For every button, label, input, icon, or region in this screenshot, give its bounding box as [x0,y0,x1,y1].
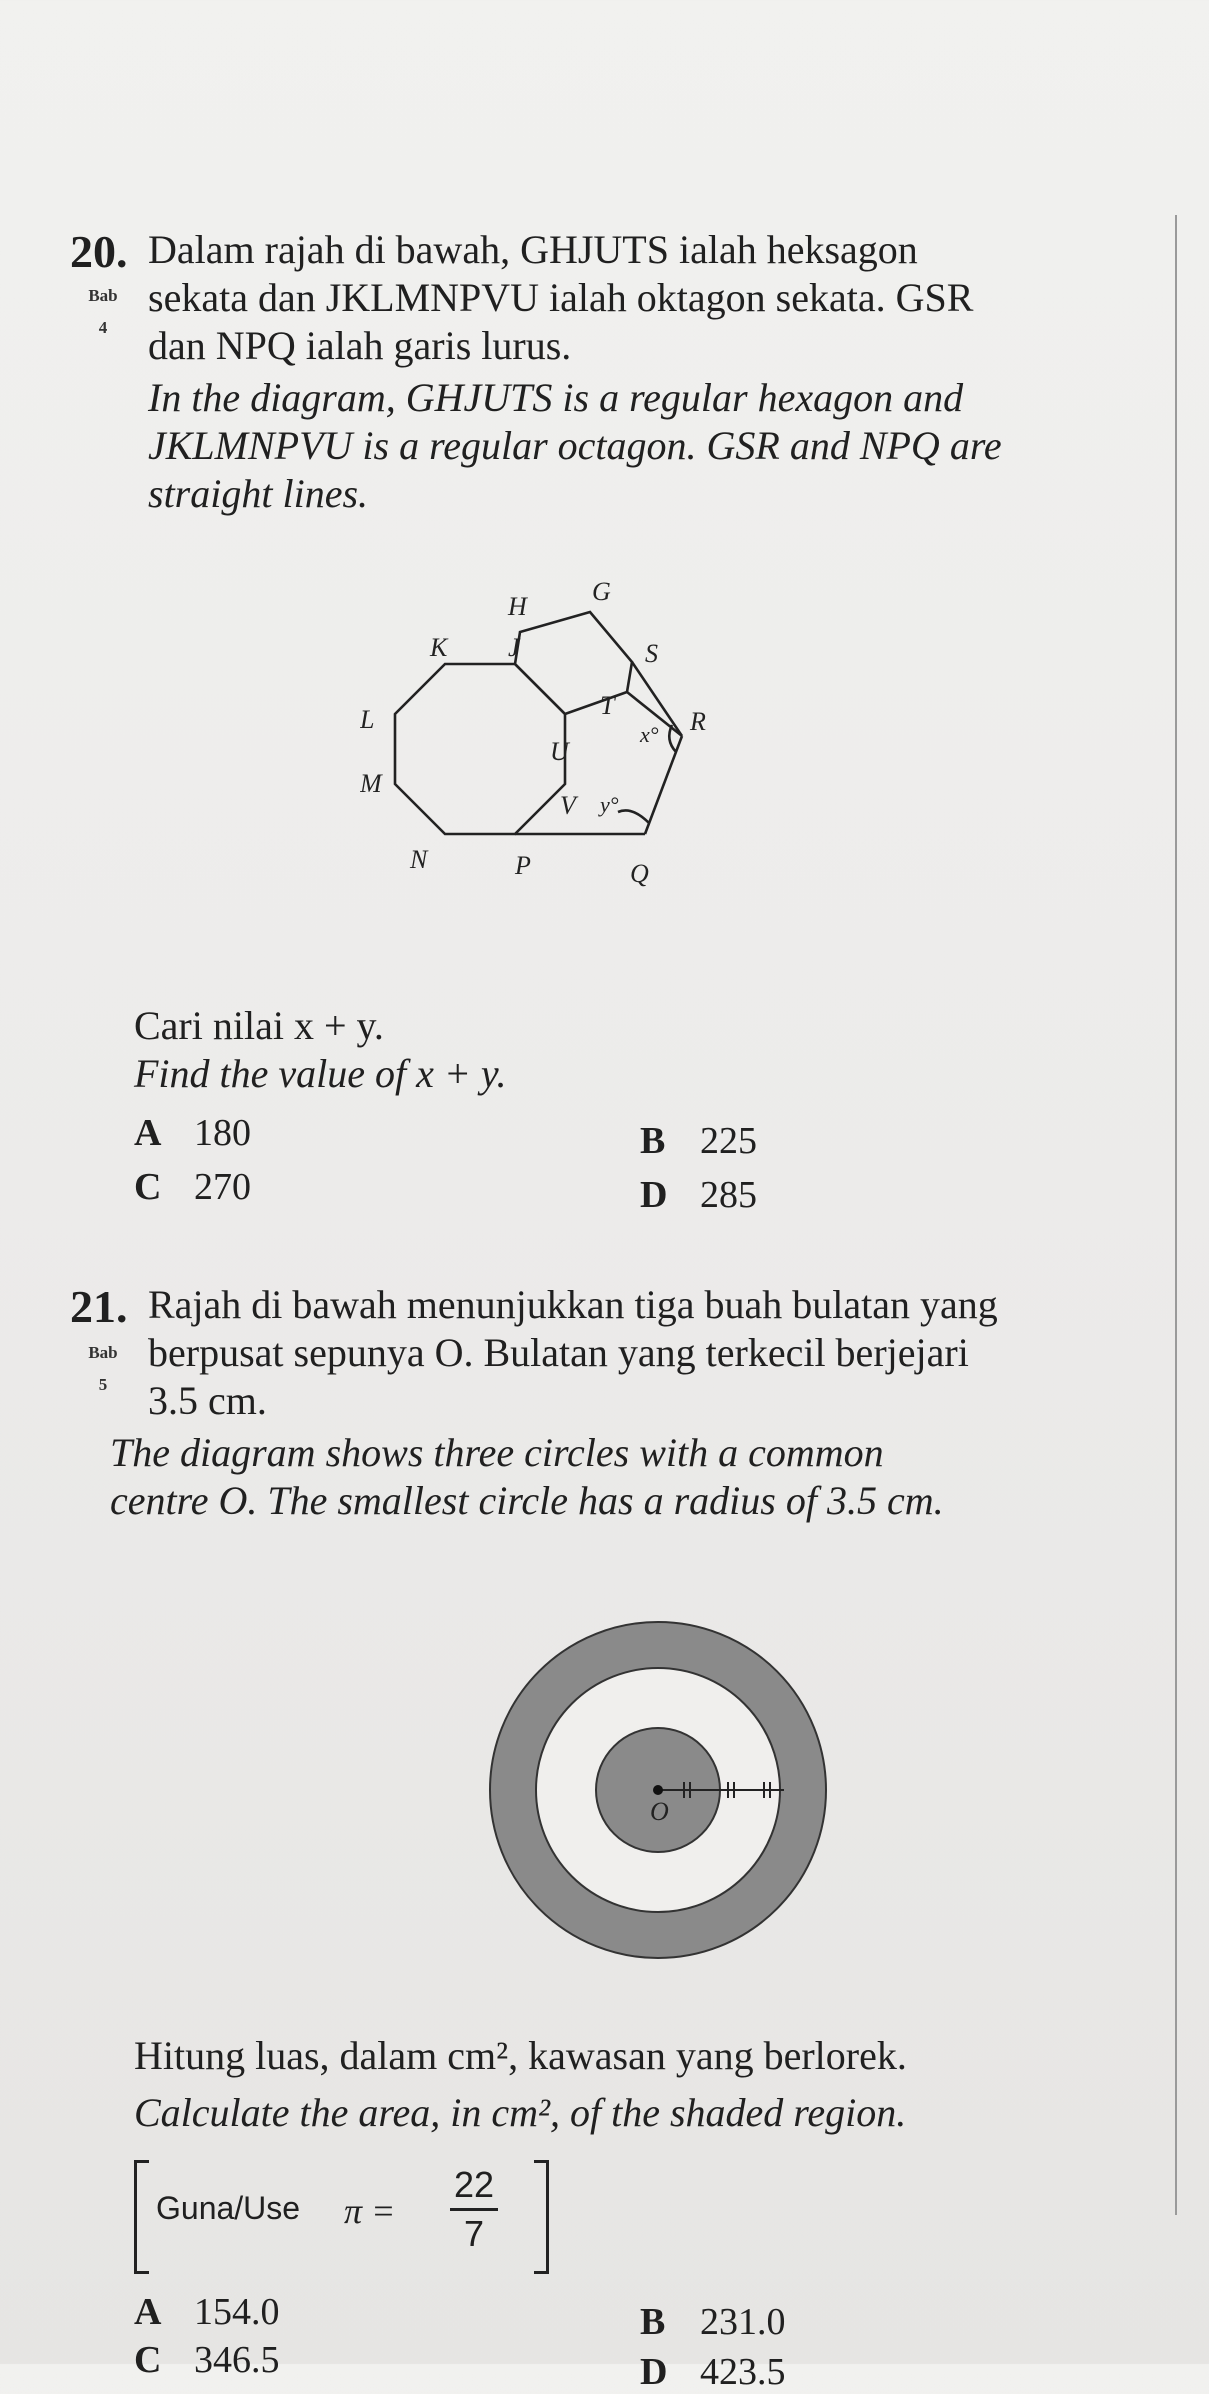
q21-text-ms-2: berpusat sepunya O. Bulatan yang terkecil berjejari [148,1330,969,1375]
pi-note [134,2160,554,2270]
q20-ask-ms: Cari nilai x + y. [134,1003,384,1048]
q21-ask-ms: Hitung luas, dalam cm², kawasan yang berlorek. [134,2033,907,2078]
pi-label: Guna/Use [156,2190,301,2226]
label-p: P [515,851,531,880]
q20-text-en-2: JKLMNPVU is a regular octagon. GSR and NPQ are [148,423,1002,468]
q20-text-en-1: In the diagram, GHJUTS is a regular hexagon and [148,375,964,420]
option-c[interactable]: C 346.5 [134,2339,280,2381]
label-angle-x: x° [640,722,659,747]
label-l: L [360,705,375,734]
q21-text-ms-3: 3.5 cm. [148,1378,267,1423]
q20-text-ms-1: Dalam rajah di bawah, GHJUTS ialah heksagon [148,227,918,272]
concentric-circles-diagram [478,1610,838,1970]
label-v: V [560,791,576,820]
q20-text-en-3: straight lines. [148,471,369,516]
q21-text-ms-1: Rajah di bawah menunjukkan tiga buah bulatan yang [148,1282,998,1327]
option-d[interactable]: D 423.5 [640,2351,786,2393]
left-bracket [134,2160,149,2274]
option-a[interactable]: A 180 [134,1112,251,1154]
label-k: K [430,633,448,662]
pi-symbol: π = [344,2191,396,2231]
q20-text-ms-2: sekata dan JKLMNPVU ialah oktagon sekata. GSR [148,275,974,320]
label-t: T [600,691,615,720]
label-angle-y: y° [600,792,619,817]
q21-text-en-1: The diagram shows three circles with a common [110,1430,884,1475]
label-q: Q [630,859,649,888]
polygon-diagram [360,580,900,920]
option-c[interactable]: C 270 [134,1166,251,1208]
label-u: U [550,737,569,766]
question-number: 21. [70,1281,128,1332]
chapter-badge: Bab 5 [88,1343,118,1394]
q21-text-en-2: centre O. The smallest circle has a radius of 3.5 cm. [110,1478,944,1523]
chapter-badge: Bab 4 [88,286,118,337]
q20-text-ms-3: dan NPQ ialah garis lurus. [148,323,572,368]
question-number: 20. [70,226,128,277]
option-a[interactable]: A 154.0 [134,2291,280,2333]
label-g: G [592,580,611,606]
option-b[interactable]: B 231.0 [640,2301,786,2343]
centre-point [653,1785,663,1795]
pi-fraction: 22 7 [444,2164,504,2255]
label-h: H [508,592,527,621]
right-bracket [534,2160,549,2274]
question-21 [70,1280,1170,2393]
option-d[interactable]: D 285 [640,1174,757,1216]
question-20 [70,225,1170,1255]
q21-ask-en: Calculate the area, in cm², of the shaded region. [134,2090,907,2135]
label-n: N [410,845,428,874]
label-r: R [690,707,706,736]
label-m: M [360,769,382,798]
q20-ask-en: Find the value of x + y. [134,1051,507,1096]
label-s: S [645,639,658,668]
label-j: J [508,633,520,662]
page-margin-rule [1175,215,1177,2215]
label-o: O [650,1797,669,1826]
angle-y-arc [618,810,649,823]
option-b[interactable]: B 225 [640,1120,757,1162]
